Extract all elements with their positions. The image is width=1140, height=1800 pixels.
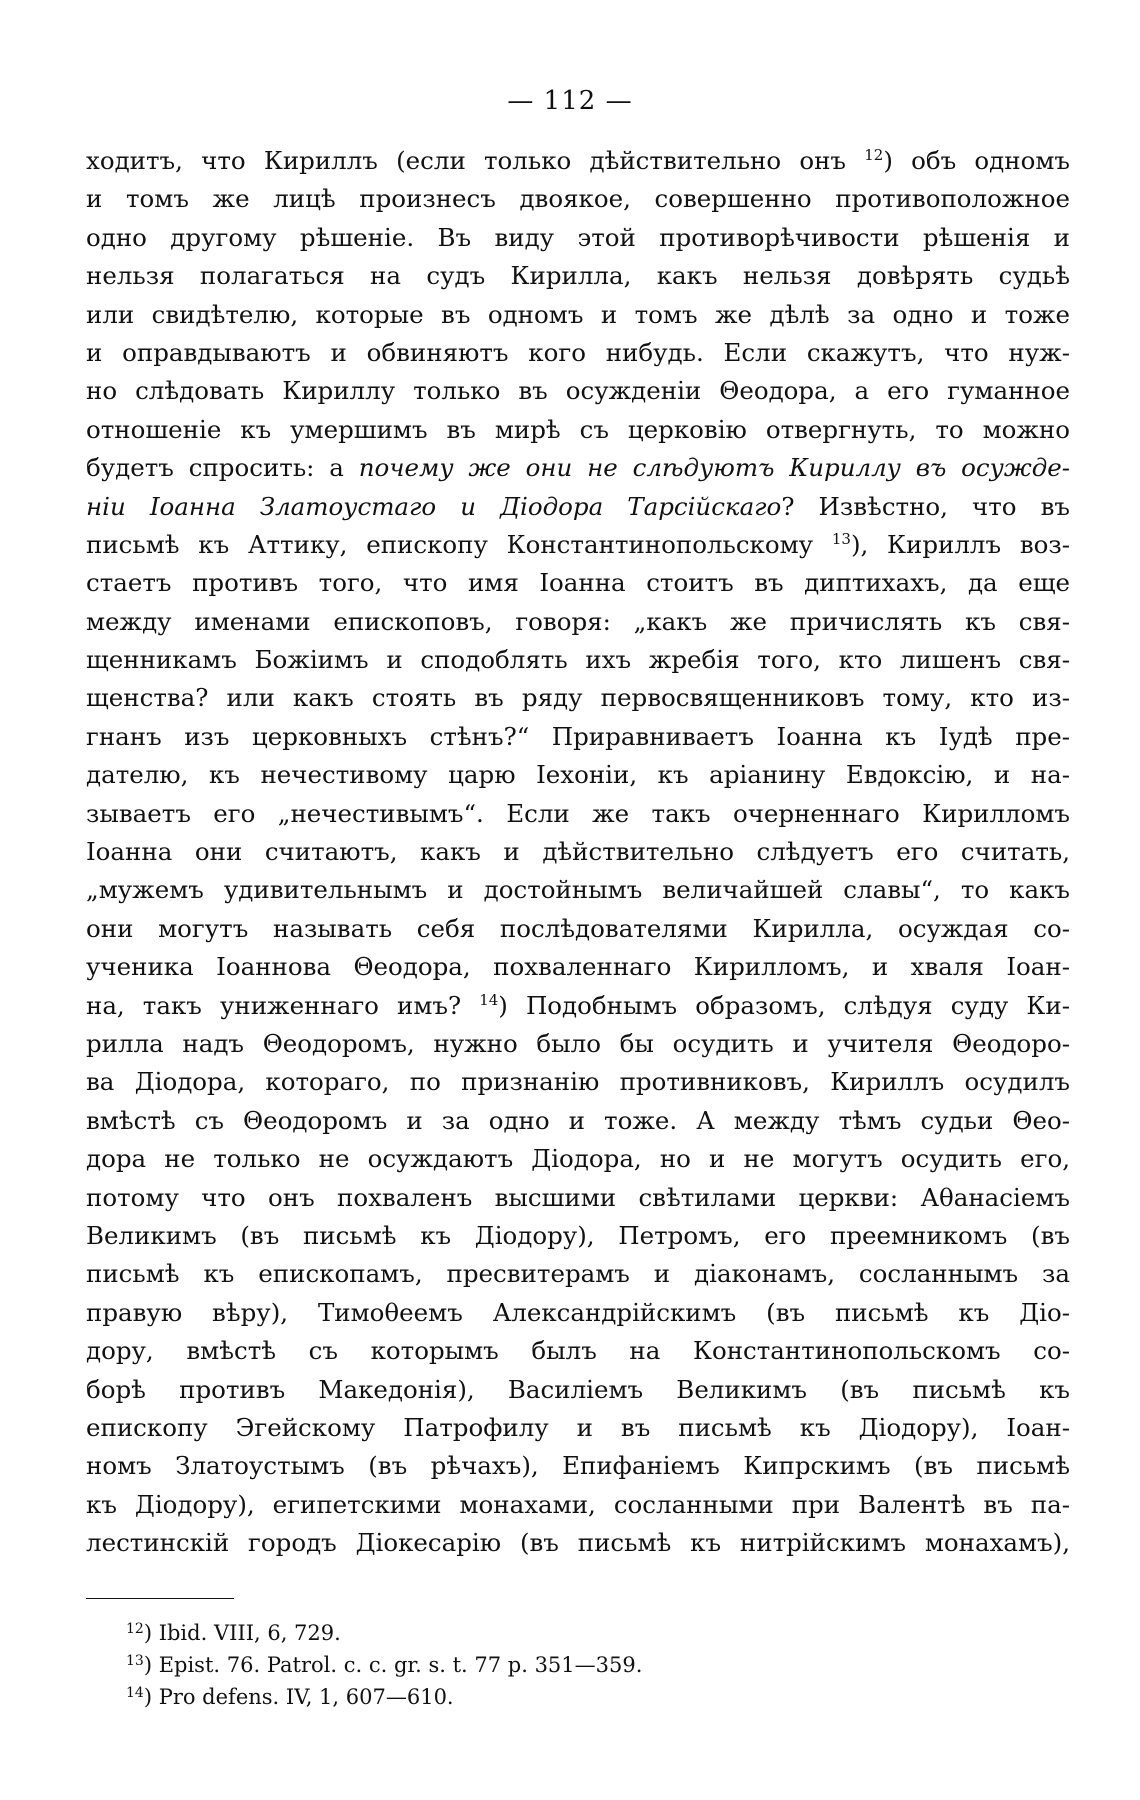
text-line [86, 1409, 1070, 1447]
italic-text: почему же они не слѣдуютъ Кириллу въ осужде- [358, 453, 1071, 483]
text-line [86, 1486, 1070, 1524]
text-line [86, 411, 1070, 449]
text-line [86, 180, 1070, 218]
text-segment: будетъ спросить: а [86, 453, 359, 483]
text-segment: ), Кириллъ воз- [850, 529, 1071, 559]
footnote-number: 14 [126, 1685, 144, 1701]
text-line [86, 1025, 1070, 1063]
text-segment: дателю, къ нечестивому царю Іехоніи, къ аріанину Евдоксію, и на- [86, 760, 1070, 790]
text-segment: ? Извѣстно, что въ [781, 491, 1070, 521]
text-line [86, 257, 1070, 295]
text-segment: Іоанна они считаютъ, какъ и дѣйствительно слѣдуетъ его считать, [86, 837, 1070, 867]
text-segment: ходитъ, что Кириллъ (если только дѣйствительно онъ [86, 146, 865, 175]
text-line [86, 1102, 1070, 1140]
text-segment: правую вѣру), Тимоθеемъ Александрійскимъ (въ письмѣ къ Діо- [86, 1297, 1070, 1327]
text-segment: и томъ же лицѣ произнесъ двоякое, совершенно противоположное [86, 184, 1070, 214]
text-segment: зываетъ его „нечестивымъ“. Если же такъ очерненнаго Кирилломъ [86, 798, 1070, 828]
text-segment: на, такъ униженнаго имъ? [86, 990, 480, 1020]
text-line [86, 526, 1070, 564]
text-line [86, 603, 1070, 641]
text-line [86, 679, 1070, 717]
footnote-ref: 14 [479, 990, 499, 1009]
text-segment: между именами епископовъ, говоря: „какъ же причислять къ свя- [86, 606, 1070, 636]
text-line [86, 833, 1070, 871]
text-line [86, 1179, 1070, 1217]
text-line [86, 1255, 1070, 1293]
page-number: — 112 — [507, 86, 633, 116]
text-segment: ученика Іоаннова Θеодора, похваленнаго Кирилломъ, и хваля Іоан- [86, 952, 1070, 982]
text-line [86, 948, 1070, 986]
italic-text: ніи Іоанна Златоустаго и Діодора Тарсійскаго [86, 491, 782, 521]
text-line [86, 1332, 1070, 1370]
footnote [126, 1681, 642, 1713]
footnote-number: 12 [126, 1621, 144, 1637]
text-segment: потому что онъ похваленъ высшими свѣтилами церкви: Аθанасіемъ [86, 1182, 1070, 1212]
footnote-ref: 13 [831, 529, 851, 548]
text-line [86, 334, 1070, 372]
text-segment: одно другому рѣшеніе. Въ виду этой противорѣчивости рѣшенія и [86, 222, 1070, 252]
footnote-separator [86, 1598, 234, 1599]
footnote-number: 13 [126, 1653, 144, 1669]
text-line [86, 718, 1070, 756]
text-line [86, 641, 1070, 679]
text-segment: письмѣ къ Аттику, епископу Константинопольскому [86, 529, 832, 559]
text-segment: епископу Эгейскому Патрофилу и въ письмѣ къ Діодору), Іоан- [86, 1412, 1070, 1442]
text-line [86, 1063, 1070, 1101]
text-line [86, 910, 1070, 948]
text-line [86, 987, 1070, 1025]
text-segment: письмѣ къ епископамъ, пресвитерамъ и діаконамъ, сосланнымъ за [86, 1259, 1070, 1289]
text-line [86, 1371, 1070, 1409]
text-line [86, 488, 1070, 526]
text-segment: стаетъ противъ того, что имя Іоанна стоитъ въ диптихахъ, да еще [86, 568, 1070, 598]
text-line [86, 756, 1070, 794]
text-segment: ) Подобнымъ образомъ, слѣдуя суду Ки- [498, 990, 1071, 1020]
footnotes [126, 1617, 642, 1713]
text-segment: лестинскій городъ Діокесарію (въ письмѣ къ нитрійскимъ монахамъ), [86, 1528, 1070, 1558]
text-segment: дора не только не осуждаютъ Діодора, но и не могутъ осудить его, [86, 1144, 1070, 1174]
text-segment: къ Діодору), египетскими монахами, сосланными при Валентѣ въ па- [86, 1489, 1070, 1519]
footnote [126, 1617, 642, 1649]
text-segment: дору, вмѣстѣ съ которымъ былъ на Константинопольскомъ со- [86, 1336, 1070, 1366]
text-line [86, 1447, 1070, 1485]
text-segment: нельзя полагаться на судъ Кирилла, какъ нельзя довѣрять судьѣ [86, 261, 1070, 291]
text-segment: и оправдываютъ и обвиняютъ кого нибудь. Если скажутъ, что нуж- [86, 337, 1070, 367]
text-line [86, 795, 1070, 833]
text-segment: щенства? или какъ стоять въ ряду первосвященниковъ тому, кто из- [86, 683, 1070, 713]
text-segment: отношеніе къ умершимъ въ мирѣ съ церковію отвергнуть, то можно [86, 414, 1070, 444]
text-line [86, 1294, 1070, 1332]
footnote-text: ) Epist. 76. Patrol. c. c. gr. s. t. 77 p. 351—359. [143, 1653, 643, 1677]
text-line [86, 564, 1070, 602]
text-segment: рилла надъ Θеодоромъ, нужно было бы осудить и учителя Θеодоро- [86, 1028, 1070, 1058]
text-line [86, 296, 1070, 334]
text-segment: или свидѣтелю, которые въ одномъ и томъ же дѣлѣ за одно и тоже [86, 299, 1070, 329]
text-segment: ) объ одномъ [883, 146, 1070, 175]
text-segment: борѣ противъ Македонія), Василіемъ Великимъ (въ письмѣ къ [86, 1374, 1070, 1404]
footnote-text: ) Pro defens. IV, 1, 607—610. [143, 1685, 454, 1709]
body-text [86, 142, 1070, 1562]
text-line [86, 372, 1070, 410]
text-line [86, 1140, 1070, 1178]
text-line [86, 219, 1070, 257]
text-line [86, 871, 1070, 909]
text-segment: „мужемъ удивительнымъ и достойнымъ величайшей славы“, то какъ [86, 875, 1070, 905]
text-segment: Великимъ (въ письмѣ къ Діодору), Петромъ, его преемникомъ (въ [86, 1220, 1070, 1250]
text-line [86, 142, 1070, 180]
text-line [86, 1217, 1070, 1255]
footnote-ref: 12 [864, 146, 884, 164]
text-segment: они могутъ называть себя послѣдователями Кирилла, осуждая со- [86, 913, 1070, 943]
text-segment: номъ Златоустымъ (въ рѣчахъ), Епифаніемъ Кипрскимъ (въ письмѣ [86, 1451, 1070, 1481]
text-segment: щенникамъ Божіимъ и сподоблять ихъ жребія того, кто лишенъ свя- [86, 645, 1070, 675]
text-segment: ва Діодора, котораго, по признанію противниковъ, Кириллъ осудилъ [86, 1067, 1070, 1097]
text-segment: но слѣдовать Кириллу только въ осужденіи Θеодора, а его гуманное [86, 376, 1070, 406]
footnote-text: ) Ibid. VIII, 6, 729. [143, 1621, 341, 1645]
text-line [86, 449, 1070, 487]
footnote [126, 1649, 642, 1681]
text-line [86, 1524, 1070, 1562]
text-segment: вмѣстѣ съ Θеодоромъ и за одно и тоже. А между тѣмъ судьи Θео- [86, 1105, 1070, 1135]
text-segment: гнанъ изъ церковныхъ стѣнъ?“ Приравниваетъ Іоанна къ Іудѣ пре- [86, 721, 1070, 751]
